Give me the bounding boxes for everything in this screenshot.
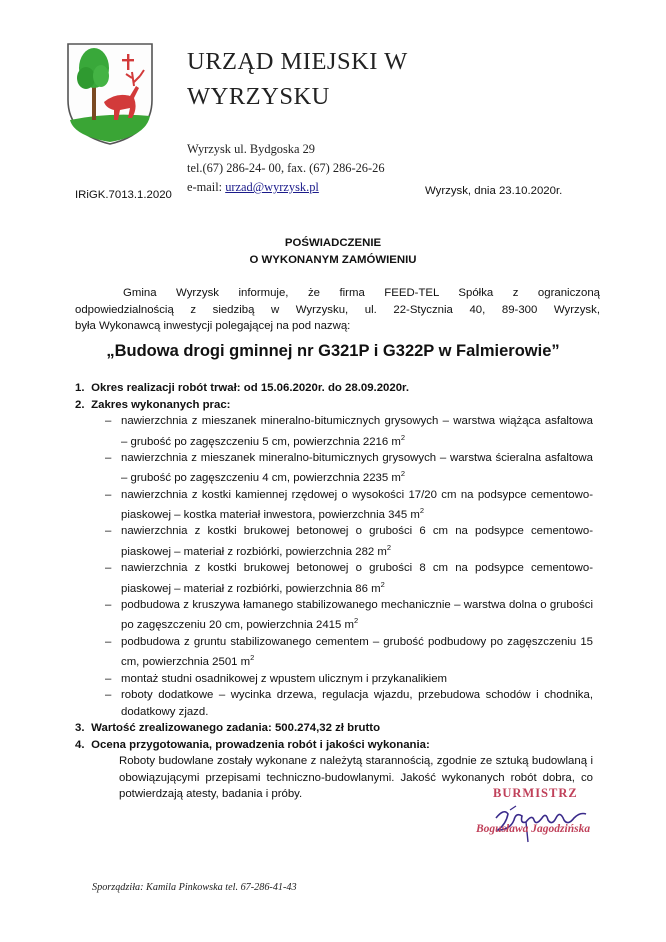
list-item: – nawierzchnia z kostki brukowej betonowej o grubości 6 cm na podsypce cementowo-piaskowej – materiał z rozbiórki, powierzchnia 282 $m^2$ (105, 525, 593, 558)
list-item: – montaż studni osadnikowej z wpustem ulicznym i przykanalikiem (105, 672, 448, 685)
intro-line: była Wykonawcą inwestycji polegającej na pod nazwą: (75, 320, 351, 332)
office-phone-fax: tel.(67) 286-24- 00, fax. (67) 286-26-26 (187, 161, 385, 175)
office-email-line (187, 178, 385, 197)
point-scope: 2. Zakres wykonanych prac: (75, 398, 231, 411)
points-list (75, 380, 595, 803)
office-title-line: URZĄD MIEJSKI W (187, 48, 408, 75)
list-item: – nawierzchnia z mieszanek mineralno-bitumicznych grysowych – warstwa wiążąca asfaltowa – grubość po zagęszczeniu 5 cm, powierzchnia 2216 $m^2$ (105, 415, 593, 448)
document-title-line: POŚWIADCZENIE (284, 237, 382, 249)
intro-line: odpowiedzialnością z siedzibą w Wyrzysku, ul. 22-Stycznia 40, 89-300 Wyrzysk, (75, 303, 600, 316)
point-assessment: 4. Ocena przygotowania, prowadzenia robót i jakości wykonania: (75, 738, 430, 751)
list-item: – nawierzchnia z kostki brukowej betonowej o grubości 8 cm na podsypce cementowo-piaskowej – materiał z rozbiórki, powierzchnia 86 $m^2$ (105, 562, 593, 595)
reference-number: IRiGK.7013.1.2020 (75, 189, 172, 201)
signer-name: Bogusława Jagodzińska (476, 823, 591, 835)
office-address: Wyrzysk ul. Bydgoska 29 (187, 142, 315, 156)
investment-name: „Budowa drogi gminnej nr G321P i G322P w Falmierowie” (106, 342, 560, 360)
intro-paragraph (75, 285, 600, 335)
list-item: – roboty dodatkowe – wycinka drzewa, regulacja wjazdu, przebudowa schodów i chodnika, dodatkowy zjazd. (105, 689, 593, 718)
intro-line: Gmina Wyrzysk informuje, że firma FEED-TEL Spółka z ograniczoną (123, 287, 600, 299)
prepared-by: Sporządziła: Kamila Pinkowska tel. 67-286-41-43 (92, 882, 297, 893)
place-date: Wyrzysk, dnia 23.10.2020r. (425, 185, 563, 197)
office-contact (187, 140, 385, 197)
email-label: e-mail: (187, 180, 226, 194)
stamp-position: BURMISTRZ (493, 786, 578, 800)
deer-and-tree-crest-icon (66, 42, 154, 146)
email-link[interactable]: urzad@wyrzysk.pl (225, 180, 319, 194)
point-period: 1. Okres realizacji robót trwał: od 15.06.2020r. do 28.09.2020r. (75, 382, 410, 394)
works-list (105, 413, 593, 720)
list-item: – nawierzchnia z mieszanek mineralno-bitumicznych grysowych – warstwa ścieralna asfaltowa – grubość po zagęszczeniu 4 cm, powierzchnia 2235 $m^2$ (105, 451, 593, 485)
list-item: – nawierzchnia z kostki kamiennej rzędowej o wysokości 17/20 cm na podsypce cementowo-piaskowej – kostka materiał inwestora, powierzchnia 345 $m^2$ (105, 488, 593, 521)
document-title-line: O WYKONANYM ZAMÓWIENIU (249, 254, 417, 266)
office-title-line: WYRZYSKU (187, 83, 330, 110)
list-item: – podbudowa z kruszywa łamanego stabilizowanego mechanicznie – warstwa dolna o grubości po zagęszczeniu 20 cm, powierzchnia 2415 $m^2$ (105, 598, 593, 632)
document-title (0, 235, 666, 269)
office-title (187, 44, 408, 114)
list-item: – podbudowa z gruntu stabilizowanego cementem – grubość podbudowy po zagęszczeniu 15 cm, powierzchnia 2501 $m^2$ (105, 635, 593, 669)
handwritten-signature-icon (486, 800, 606, 844)
assessment-text: Roboty budowlane zostały wykonane z należytą starannością, zgodnie ze sztuką budowlaną i obowiązującymi przepisami techniczno-budowlanymi. Jakość wykonanych robót dobra, co potwierdzają atesty, badania i próby. (119, 755, 593, 801)
point-value: 3. Wartość zrealizowanego zadania: 500.274,32 zł brutto (75, 722, 381, 735)
